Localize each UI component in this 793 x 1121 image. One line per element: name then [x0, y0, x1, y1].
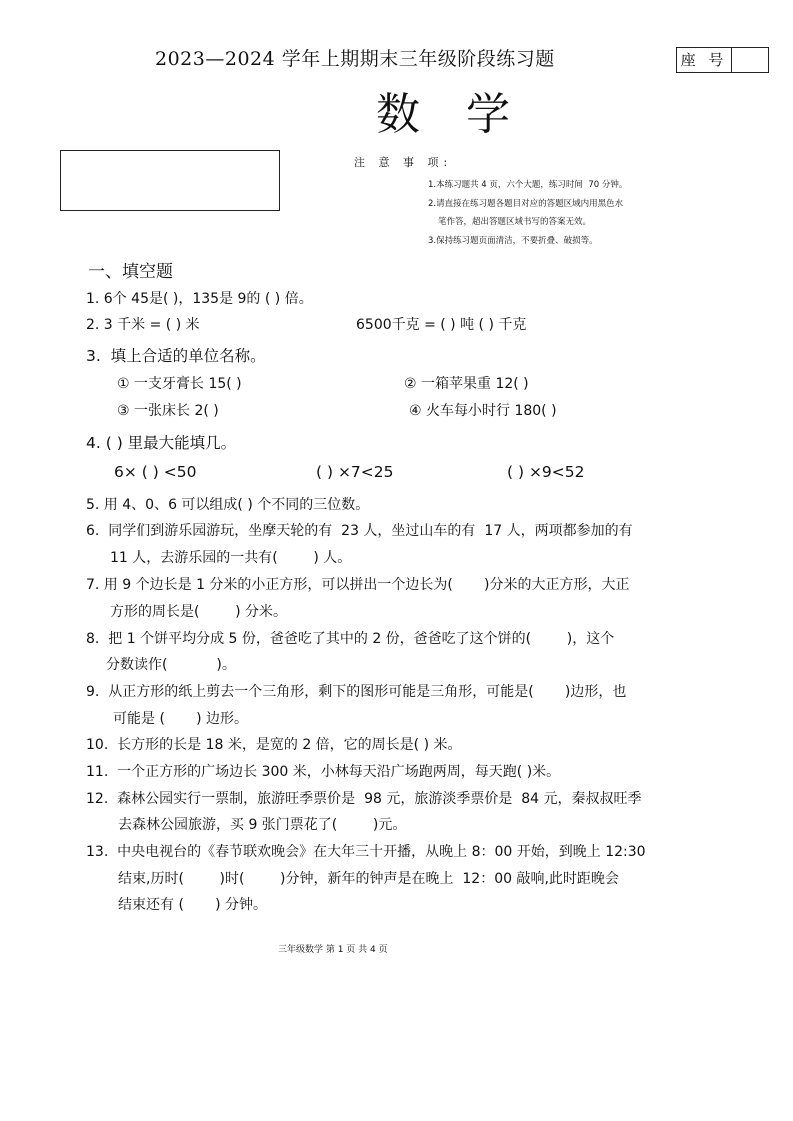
question-line: 结束还有 ( ) 分钟。 — [118, 897, 267, 913]
question-line: ① 一支牙膏长 15( ) — [117, 376, 242, 392]
seat-number-field — [732, 48, 768, 72]
info-box — [60, 150, 280, 211]
notice-item: 3.保持练习题页面清洁，不要折叠、破损等。 — [428, 236, 598, 246]
question-line: 1. 6个 45是( )，135是 9的 ( ) 倍。 — [86, 291, 313, 307]
question-line: 13. 中央电视台的《春节联欢晚会》在大年三十开播，从晚上 8：00 开始，到晚上 12:30 — [86, 844, 646, 860]
question-line: 9. 从正方形的纸上剪去一个三角形，剩下的图形可能是三角形，可能是( )边形，也 — [86, 684, 627, 700]
question-line: 12. 森林公园实行一票制，旅游旺季票价是 98 元，旅游淡季票价是 84 元，秦叔叔旺季 — [86, 791, 642, 807]
question-line: 6. 同学们到游乐园游玩，坐摩天轮的有 23 人，坐过山车的有 17 人，两项都参加的有 — [86, 523, 633, 539]
exam-title: 2023—2024 学年上期期末三年级阶段练习题 — [155, 48, 555, 70]
question-line: 方形的周长是( ) 分米。 — [110, 604, 287, 620]
question-line: 可能是 ( ) 边形。 — [113, 711, 248, 727]
question-line: 6500千克 = ( ) 吨 ( ) 千克 — [356, 317, 527, 333]
question-line: 去森林公园旅游，买 9 张门票花了( )元。 — [118, 817, 407, 833]
question-line: ( ) ×9<52 — [507, 463, 585, 481]
question-line: 7. 用 9 个边长是 1 分米的小正方形，可以拼出一个边长为( )分米的大正方形，大正 — [86, 577, 630, 593]
question-line: ④ 火车每小时行 180( ) — [409, 403, 557, 419]
question-line: 6× ( ) <50 — [114, 463, 197, 481]
subject-title: 数 学 — [376, 89, 526, 140]
notice-item: 1.本练习题共 4 页，六个大题，练习时间 70 分钟。 — [428, 180, 628, 190]
question-line: 5. 用 4、0、6 可以组成( ) 个不同的三位数。 — [86, 497, 370, 513]
notice-title: 注 意 事 项: — [354, 156, 453, 169]
question-line: 2. 3 千米 = ( ) 米 — [86, 317, 200, 333]
page-footer: 三年级数学 第 1 页 共 4 页 — [278, 945, 388, 955]
question-line: 8. 把 1 个饼平均分成 5 份，爸爸吃了其中的 2 份，爸爸吃了这个饼的( )，这个 — [86, 631, 615, 647]
question-line: ( ) ×7<25 — [316, 463, 394, 481]
question-line: 11. 一个正方形的广场边长 300 米，小林每天沿广场跑两周，每天跑( )米。 — [86, 764, 561, 780]
question-line: 4. ( ) 里最大能填几。 — [86, 434, 237, 452]
question-line: 3. 填上合适的单位名称。 — [86, 347, 266, 365]
notice-item: 笔作答，超出答题区域书写的答案无效。 — [438, 217, 592, 227]
question-line: 结束,历时( )时( )分钟，新年的钟声是在晚上 12：00 敲响,此时距晚会 — [118, 871, 619, 887]
seat-number-label: 座 号 — [677, 48, 732, 72]
question-line: 10. 长方形的长是 18 米，是宽的 2 倍，它的周长是( ) 米。 — [86, 737, 462, 753]
question-line: ② 一箱苹果重 12( ) — [404, 376, 529, 392]
seat-number-box — [676, 47, 769, 73]
notice-item: 2.请直接在练习题各题目对应的答题区域内用黑色水 — [428, 199, 624, 209]
question-line: 11 人，去游乐园的一共有( ) 人。 — [110, 550, 352, 566]
section-title: 一、填空题 — [88, 262, 173, 282]
question-line: 分数读作( )。 — [106, 657, 236, 673]
question-line: ③ 一张床长 2( ) — [117, 403, 219, 419]
